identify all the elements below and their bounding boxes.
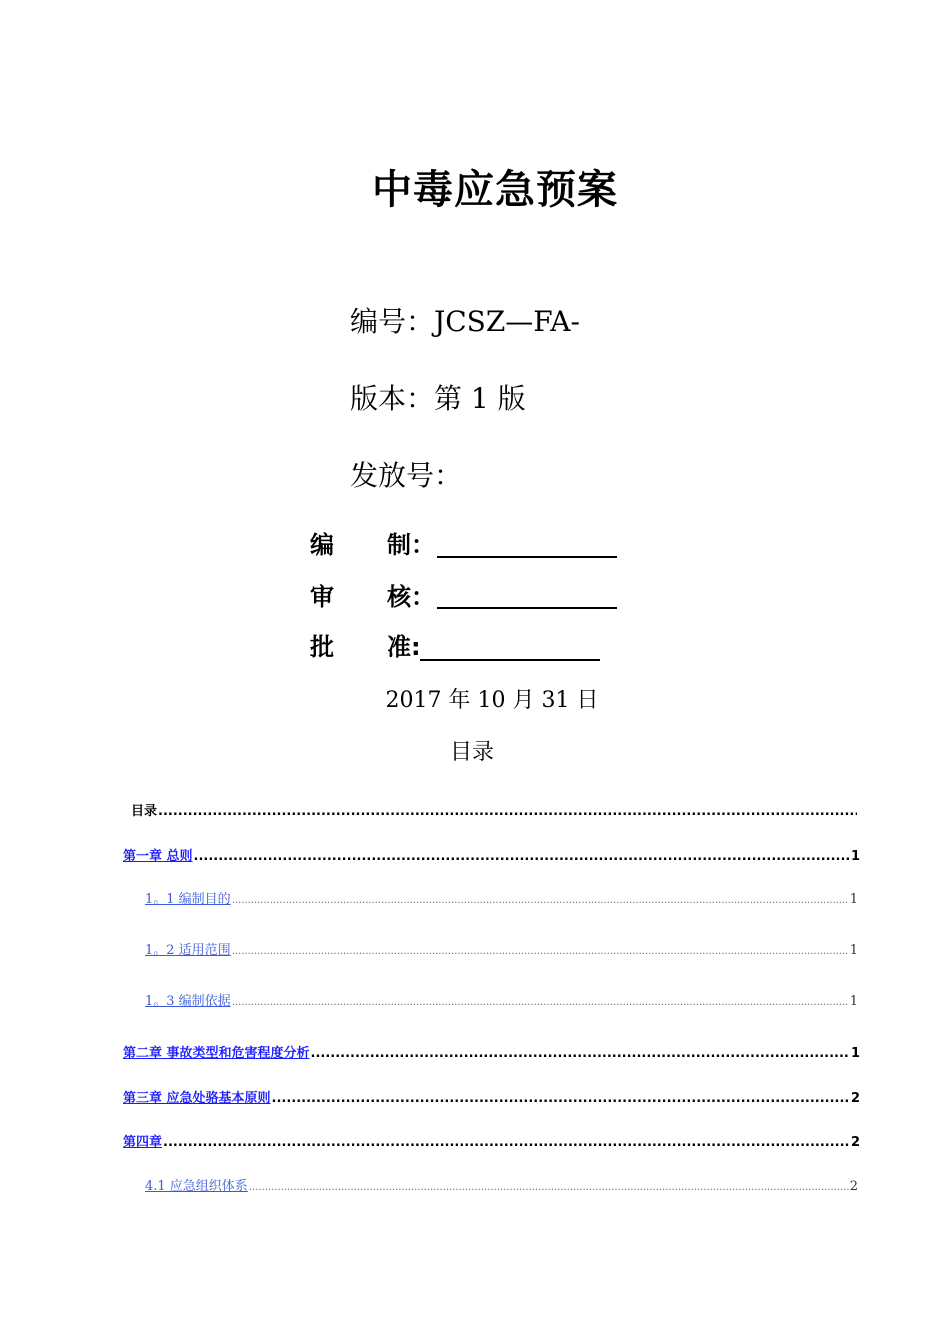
- toc-leader-dots: [311, 1046, 850, 1061]
- document-version: 版本：第 1 版: [350, 382, 526, 415]
- toc-leader-dots: [232, 946, 849, 957]
- signature-label-first: 审: [310, 583, 334, 611]
- signature-label-second: 准:: [387, 633, 421, 661]
- signature-line-compile: [437, 556, 617, 558]
- toc-entry-chapter-1[interactable]: [123, 845, 860, 864]
- toc-heading: 目录: [449, 740, 494, 765]
- toc-link[interactable]: 1。3 编制依据: [145, 994, 231, 1009]
- toc-page-number: 1: [849, 892, 858, 907]
- issue-number: 发放号：: [350, 459, 463, 492]
- toc-entry-1-3[interactable]: [145, 990, 858, 1009]
- toc-page-number: 1: [849, 994, 858, 1009]
- toc-link[interactable]: 1。2 适用范围: [145, 943, 231, 958]
- toc-leader-dots: [232, 895, 849, 906]
- toc-link[interactable]: 第三章 应急处骆基本原则: [123, 1091, 271, 1106]
- toc-entry-contents[interactable]: [131, 800, 858, 819]
- toc-entry-1-1[interactable]: [145, 888, 858, 907]
- signature-line-approve: [420, 659, 600, 661]
- toc-entry-chapter-3[interactable]: [123, 1087, 860, 1106]
- toc-entry-4-1[interactable]: [145, 1175, 858, 1194]
- toc-page-number: 2: [849, 1179, 858, 1194]
- toc-page-number: 2: [850, 1135, 860, 1150]
- signature-line-review: [437, 607, 617, 609]
- toc-leader-dots: [158, 804, 857, 819]
- toc-page-number: 1: [850, 1046, 860, 1061]
- document-date: 2017 年 10 月 31 日: [385, 688, 599, 713]
- signature-label-second: 核：: [387, 583, 435, 611]
- toc-leader-dots: [163, 1135, 850, 1150]
- toc-page-number: 2: [850, 1091, 860, 1106]
- toc-leader-dots: [232, 997, 849, 1008]
- toc-entry-chapter-2[interactable]: [123, 1042, 860, 1061]
- toc-leader-dots: [194, 849, 850, 864]
- toc-entry-chapter-4[interactable]: [123, 1131, 860, 1150]
- toc-page-number: 1: [849, 943, 858, 958]
- toc-leader-dots: [272, 1091, 850, 1106]
- signature-label-first: 批: [310, 633, 334, 661]
- toc-link[interactable]: 第一章 总则: [123, 849, 193, 864]
- toc-leader-dots: [249, 1182, 849, 1193]
- signature-label-first: 编: [310, 531, 334, 559]
- toc-page-number: 1: [850, 849, 860, 864]
- document-number: 编号：JCSZ—FA-: [350, 305, 580, 338]
- toc-entry-1-2[interactable]: [145, 939, 858, 958]
- toc-entry-text: 目录: [131, 804, 158, 819]
- toc-link[interactable]: 4.1 应急组织体系: [145, 1179, 248, 1194]
- toc-link[interactable]: 1。1 编制目的: [145, 892, 231, 907]
- toc-link[interactable]: 第四章: [123, 1135, 163, 1150]
- document-title: 中毒应急预案: [372, 167, 618, 213]
- signature-label-second: 制：: [387, 531, 435, 559]
- toc-link[interactable]: 第二章 事故类型和危害程度分析: [123, 1046, 310, 1061]
